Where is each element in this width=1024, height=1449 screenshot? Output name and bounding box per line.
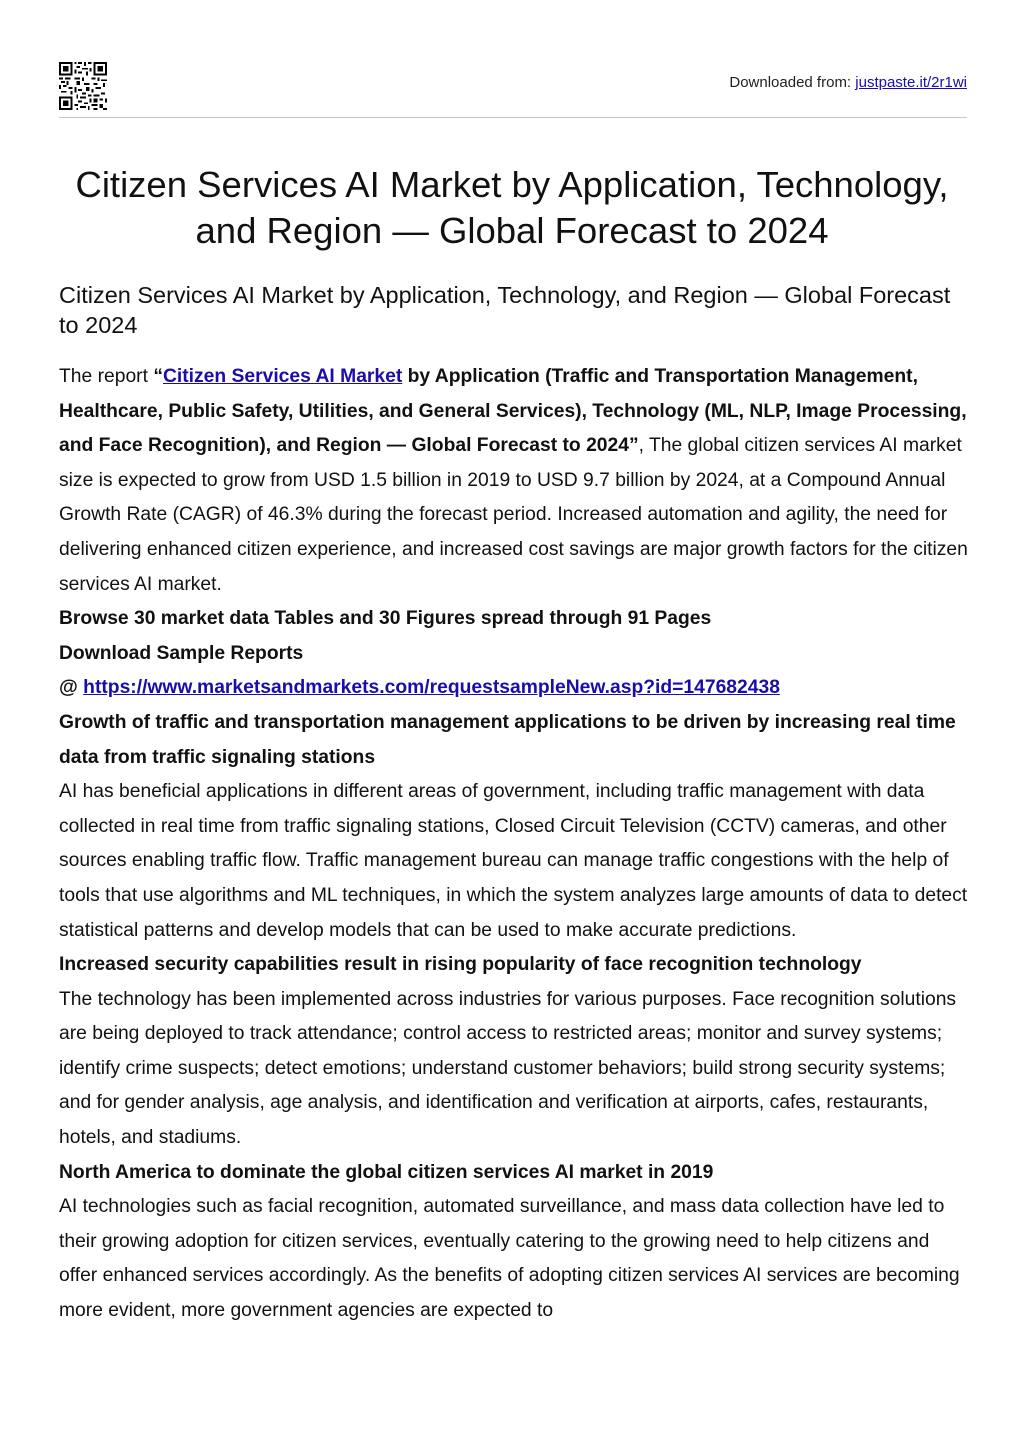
page-subtitle: Citizen Services AI Market by Application, Technology, and Region — Global Forecast to 2024 <box>59 282 951 338</box>
page-header <box>59 62 967 108</box>
sample-request-link[interactable]: https://www.marketsandmarkets.com/requestsampleNew.asp?id=147682438 <box>83 677 780 699</box>
header-divider <box>59 117 967 118</box>
report-link[interactable]: Citizen Services AI Market <box>162 366 403 387</box>
download-source <box>729 74 967 91</box>
section-paragraph: AI has beneficial applications in different areas of government, including traffic management with data collected in real time from traffic signaling stations, Closed Circuit Television (CCTV) cameras, and other sources enabling traffic flow. Traffic management bureau can manage traffic congestions with the help of tools that use algorithms and ML techniques, in which the system analyzes large amounts of data to detect statistical patterns and develop models that can be used to make accurate predictions. <box>59 781 968 941</box>
browse-line: Browse 30 market data Tables and 30 Figures spread through 91 Pages <box>59 608 712 630</box>
section-heading: North America to dominate the global citizen services AI market in 2019 <box>59 1161 714 1183</box>
download-sample-label: Download Sample Reports <box>59 642 304 664</box>
section-paragraph: AI technologies such as facial recognition, automated surveillance, and mass data collection have led to their growing adoption for citizen services, eventually catering to the growing need to help citizens and offer enhanced services accordingly. As the benefits of adopting citizen services AI services are becoming more evident, more government agencies are expected to <box>59 1196 960 1322</box>
intro-prefix: The report <box>59 366 154 387</box>
download-source-label: Downloaded from: <box>729 74 852 91</box>
intro-open-quote: “ <box>153 366 163 387</box>
sample-link-line <box>59 671 969 706</box>
qr-code-icon <box>59 62 107 110</box>
report-title-bold: by Application (Traffic and Transportation Management, Healthcare, Public Safety, Utilities, and General Services), Technology (ML, NLP, Image Processing, and Face Recognition), and Region — Global Forecast to 2024” <box>59 366 967 457</box>
section-heading: Increased security capabilities result in rising popularity of face recognition technology <box>59 954 862 976</box>
intro-paragraph <box>59 360 969 602</box>
section-heading: Growth of traffic and transportation management applications to be driven by increasing real time data from traffic signaling stations <box>59 711 956 768</box>
intro-body: , The global citizen services AI market size is expected to grow from USD 1.5 billion in 2019 to USD 9.7 billion by 2024, at a Compound Annual Growth Rate (CAGR) of 46.3% during the forecast period. Increased automation and agility, the need for delivering enhanced citizen experience, and increased cost savings are major growth factors for the citizen services AI market. <box>59 435 968 595</box>
article-body <box>59 360 969 1329</box>
page-title: Citizen Services AI Market by Application, Technology, and Region — Global Forecast to 2024 <box>75 164 949 251</box>
sample-at-sign: @ <box>59 677 84 699</box>
section-paragraph: The technology has been implemented across industries for various purposes. Face recognition solutions are being deployed to track attendance; control access to restricted areas; monitor and survey systems; identify crime suspects; detect emotions; understand customer behaviors; build strong security systems; and for gender analysis, age analysis, and identification and verification at airports, cafes, restaurants, hotels, and stadiums. <box>59 988 957 1149</box>
download-source-link[interactable]: justpaste.it/2r1wi <box>855 74 967 91</box>
